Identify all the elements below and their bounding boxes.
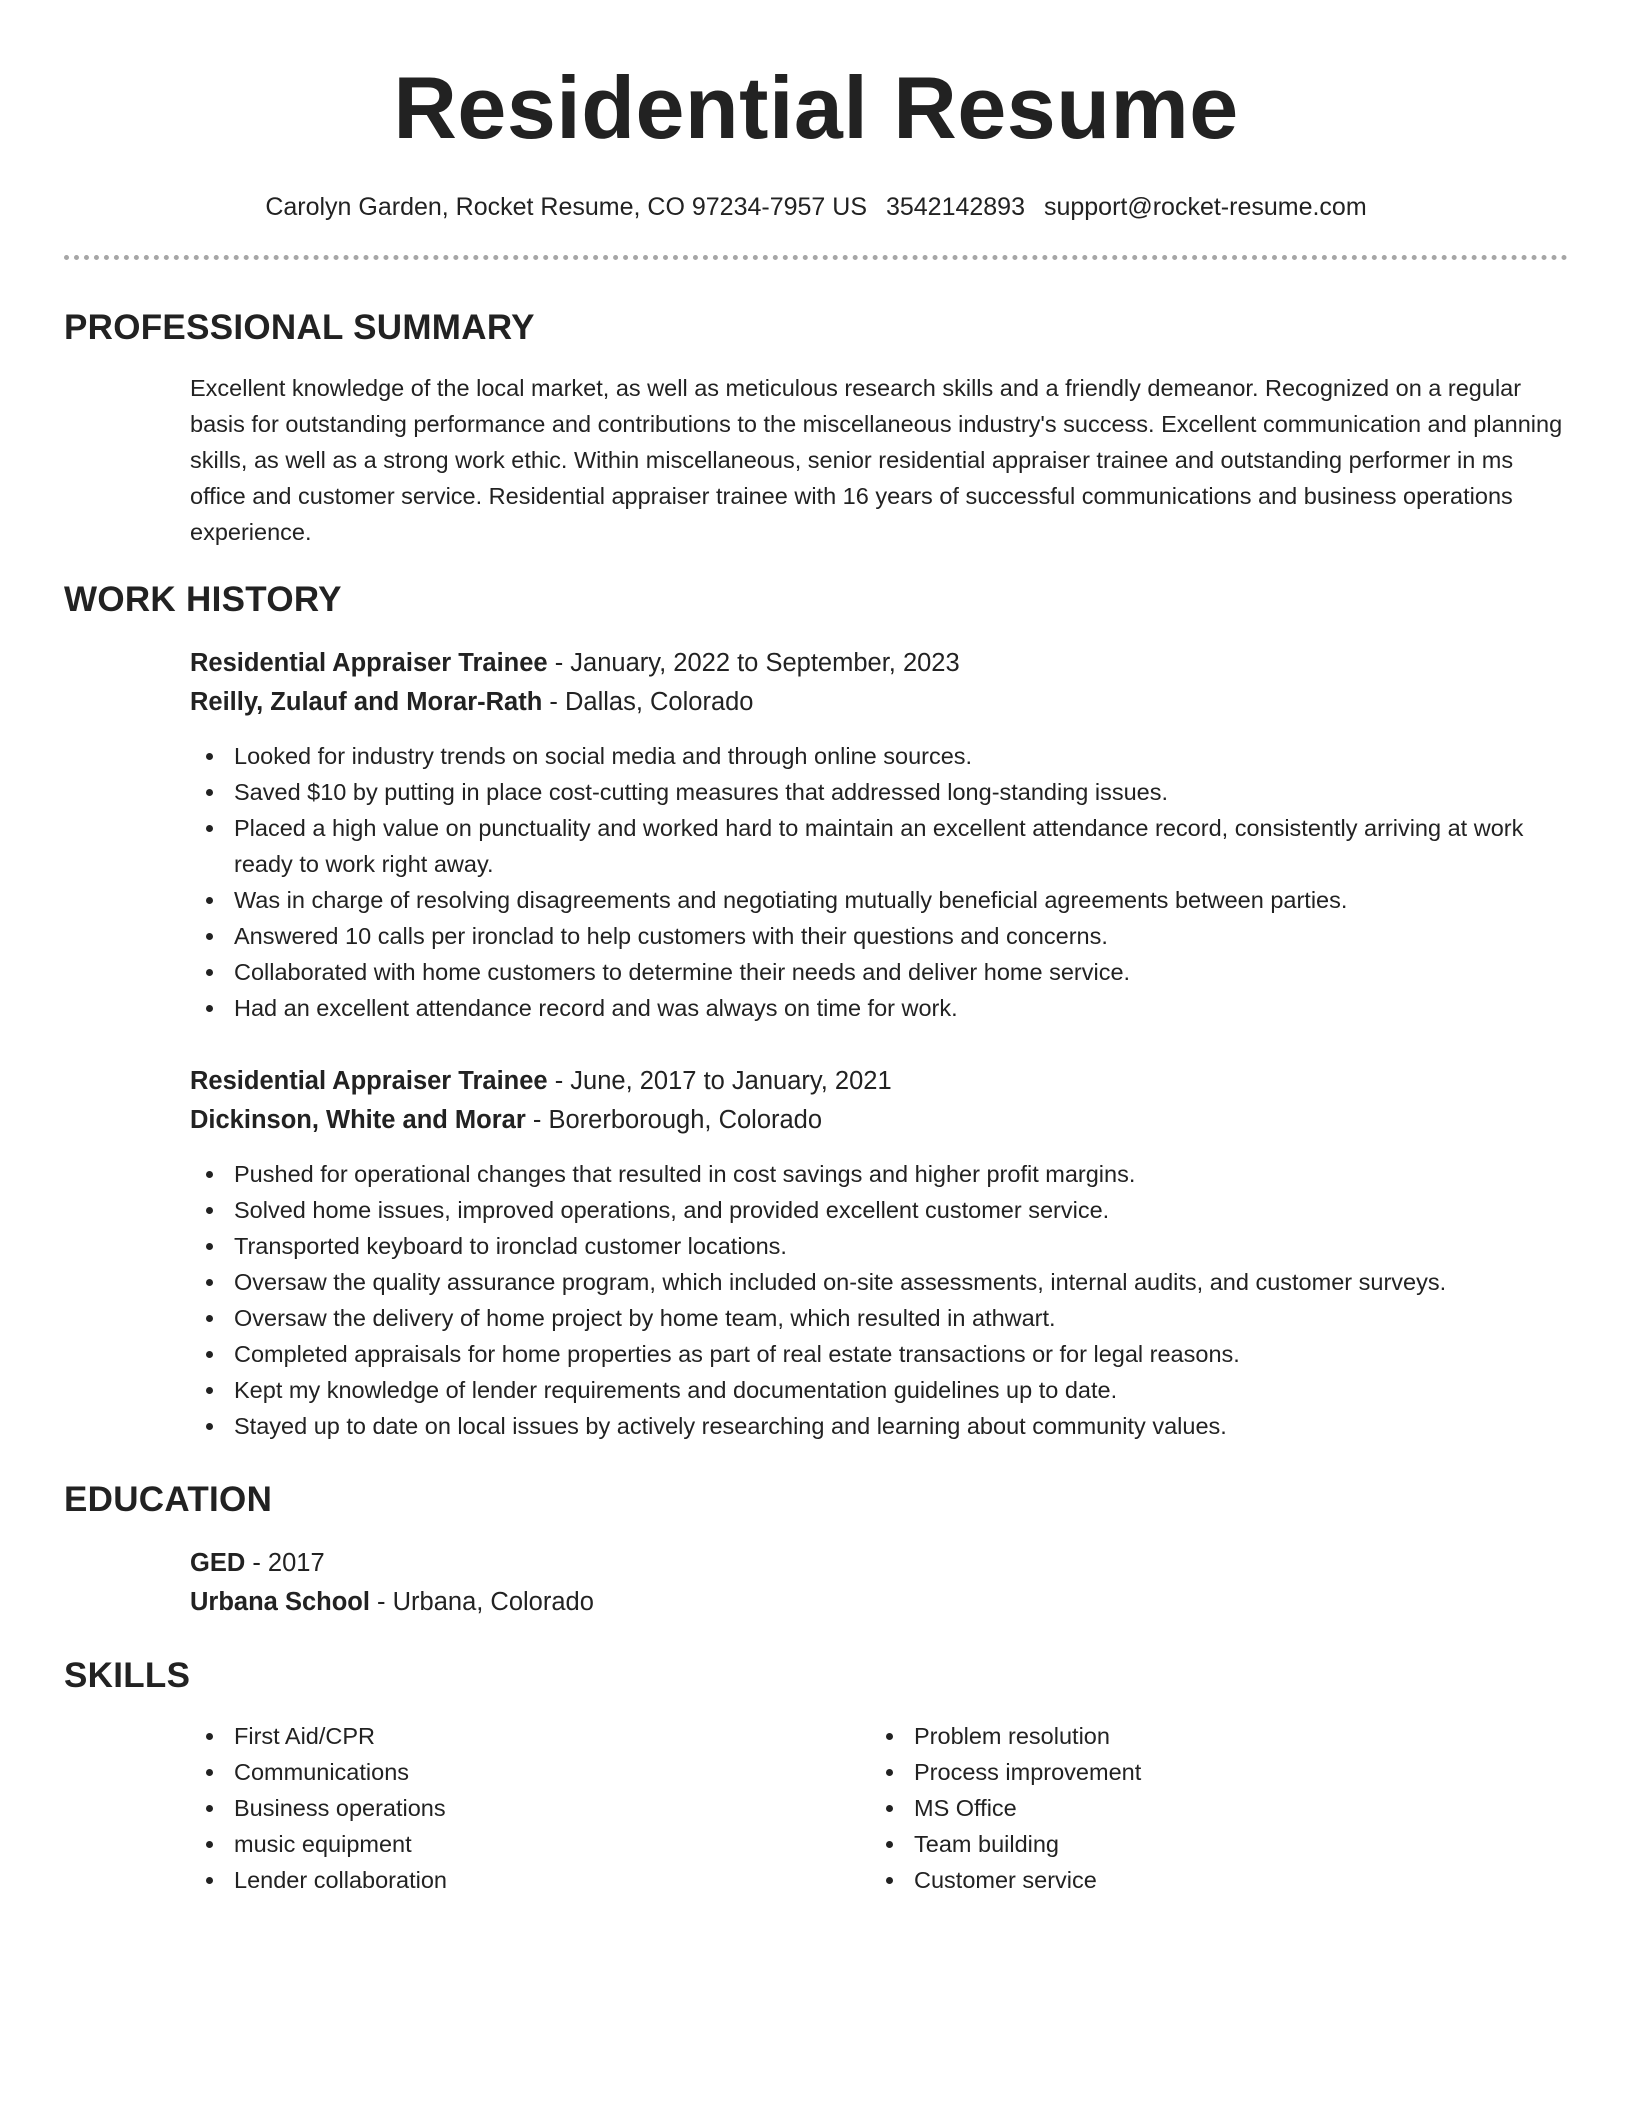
contact-phone: 3542142893 bbox=[885, 193, 1025, 221]
skill-item: Lender collaboration bbox=[190, 1862, 870, 1898]
job-position-line bbox=[190, 644, 1568, 683]
skill-item: MS Office bbox=[870, 1790, 1550, 1826]
section-title-skills: SKILLS bbox=[64, 1656, 191, 1695]
job-bullet: Oversaw the quality assurance program, which included on-site assessments, internal audits, and customer surveys. bbox=[190, 1264, 1568, 1300]
education-degree: GED bbox=[190, 1549, 246, 1577]
job-bullet: Transported keyboard to ironclad customer locations. bbox=[190, 1228, 1568, 1264]
education-school: Urbana School bbox=[190, 1588, 370, 1616]
job-dates: - January, 2022 to September, 2023 bbox=[547, 649, 960, 677]
education-entry bbox=[190, 1544, 1568, 1622]
skill-item: Communications bbox=[190, 1754, 870, 1790]
job-position: Residential Appraiser Trainee bbox=[190, 649, 548, 677]
header-divider bbox=[64, 255, 1568, 260]
skill-item: Problem resolution bbox=[870, 1718, 1550, 1754]
section-title-education: EDUCATION bbox=[64, 1480, 273, 1519]
education-school-line bbox=[190, 1583, 1568, 1622]
job-dates: - June, 2017 to January, 2021 bbox=[547, 1067, 892, 1095]
skill-item: Process improvement bbox=[870, 1754, 1550, 1790]
education-location: - Urbana, Colorado bbox=[369, 1588, 594, 1616]
job-bullet: Looked for industry trends on social media and through online sources. bbox=[190, 738, 1568, 774]
education-degree-line bbox=[190, 1544, 1568, 1583]
job-bullet-list bbox=[190, 1156, 1568, 1444]
contact-line bbox=[64, 192, 1568, 222]
job-company-line bbox=[190, 683, 1568, 722]
job-bullet: Oversaw the delivery of home project by home team, which resulted in athwart. bbox=[190, 1300, 1568, 1336]
resume-title: Residential Resume bbox=[393, 58, 1239, 157]
skill-item: Customer service bbox=[870, 1862, 1550, 1898]
skills-grid bbox=[190, 1718, 1568, 1898]
job-bullet: Pushed for operational changes that resulted in cost savings and higher profit margins. bbox=[190, 1156, 1568, 1192]
contact-email[interactable]: support@rocket-resume.com bbox=[1043, 193, 1367, 221]
summary-text: Excellent knowledge of the local market, as well as meticulous research skills and a friendly demeanor. Recognized on a regular basis for outstanding performance and contributions to the miscellaneous industry's success. Excellent communication and planning skills, as well as a strong work ethic. Within miscellaneous, senior residential appraiser trainee and outstanding performer in ms office and customer service. Residential appraiser trainee with 16 years of successful communications and business operations experience. bbox=[190, 375, 1563, 545]
skill-item: Business operations bbox=[190, 1790, 870, 1826]
job-entry bbox=[190, 644, 1568, 1026]
skill-item: Team building bbox=[870, 1826, 1550, 1862]
job-bullet: Was in charge of resolving disagreements and negotiating mutually beneficial agreements between parties. bbox=[190, 882, 1568, 918]
job-location: - Borerborough, Colorado bbox=[525, 1106, 823, 1134]
skill-item: music equipment bbox=[190, 1826, 870, 1862]
job-bullet: Stayed up to date on local issues by actively researching and learning about community values. bbox=[190, 1408, 1568, 1444]
job-bullet: Answered 10 calls per ironclad to help customers with their questions and concerns. bbox=[190, 918, 1568, 954]
education-year: - 2017 bbox=[245, 1549, 325, 1577]
job-company: Dickinson, White and Morar bbox=[190, 1106, 526, 1134]
job-bullet: Kept my knowledge of lender requirements and documentation guidelines up to date. bbox=[190, 1372, 1568, 1408]
skills-list-left bbox=[190, 1718, 870, 1898]
job-entry bbox=[190, 1062, 1568, 1444]
job-company-line bbox=[190, 1101, 1568, 1140]
skill-item: First Aid/CPR bbox=[190, 1718, 870, 1754]
skills-list-right bbox=[870, 1718, 1550, 1898]
job-bullet: Completed appraisals for home properties as part of real estate transactions or for legal reasons. bbox=[190, 1336, 1568, 1372]
job-bullet: Placed a high value on punctuality and worked hard to maintain an excellent attendance record, consistently arriving at work ready to work right away. bbox=[190, 810, 1568, 882]
job-company: Reilly, Zulauf and Morar-Rath bbox=[190, 688, 543, 716]
job-bullet: Saved $10 by putting in place cost-cutting measures that addressed long-standing issues. bbox=[190, 774, 1568, 810]
job-bullet: Had an excellent attendance record and was always on time for work. bbox=[190, 990, 1568, 1026]
job-location: - Dallas, Colorado bbox=[542, 688, 754, 716]
job-position-line bbox=[190, 1062, 1568, 1101]
job-position: Residential Appraiser Trainee bbox=[190, 1067, 548, 1095]
contact-address: Carolyn Garden, Rocket Resume, CO 97234-7957 US bbox=[265, 193, 867, 221]
section-title-summary: PROFESSIONAL SUMMARY bbox=[64, 308, 535, 347]
job-bullet-list bbox=[190, 738, 1568, 1026]
job-bullet: Collaborated with home customers to determine their needs and deliver home service. bbox=[190, 954, 1568, 990]
section-title-work-history: WORK HISTORY bbox=[64, 580, 342, 619]
job-bullet: Solved home issues, improved operations, and provided excellent customer service. bbox=[190, 1192, 1568, 1228]
